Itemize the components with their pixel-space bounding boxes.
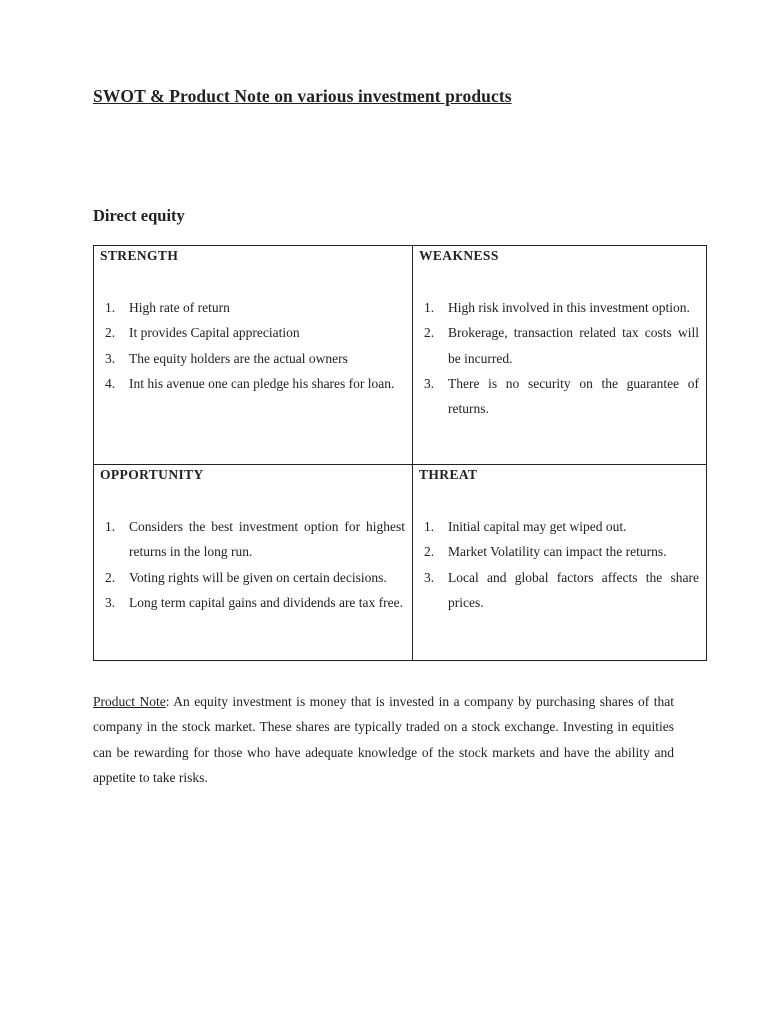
list-item <box>94 565 412 590</box>
list-number: 1. <box>105 300 116 315</box>
strength-cell <box>94 246 413 465</box>
strength-list <box>94 295 412 396</box>
list-number: 1. <box>105 519 116 534</box>
weakness-list <box>413 295 706 421</box>
list-number: 3. <box>424 569 435 585</box>
product-note-separator: : <box>165 694 174 709</box>
list-number: 1. <box>424 300 435 315</box>
list-number: 1. <box>424 519 435 534</box>
list-number: 2. <box>105 325 116 341</box>
list-number: 2. <box>424 325 435 341</box>
list-number: 2. <box>424 544 435 560</box>
list-item <box>94 320 412 345</box>
list-text: Long term capital gains and dividends are tax free. <box>129 594 404 610</box>
opportunity-cell <box>94 465 413 661</box>
product-note <box>93 689 674 790</box>
weakness-cell <box>413 246 707 465</box>
list-item <box>94 371 412 396</box>
threat-heading: THREAT <box>419 467 478 482</box>
list-text: Brokerage, transaction related tax costs will be incurred. <box>448 325 699 366</box>
list-number: 3. <box>105 594 116 610</box>
list-number: 4. <box>105 375 116 391</box>
opportunity-heading: OPPORTUNITY <box>100 467 204 482</box>
product-note-text: An equity investment is money that is invested in a company by purchasing shares of that company in the stock market. These shares are typically traded on a stock exchange. Investing in equities can be rewarding for those who have adequate knowledge of the stock markets and have the ability and appetite to take risks. <box>93 694 674 785</box>
list-text: Market Volatility can impact the returns. <box>448 544 667 560</box>
list-number: 3. <box>105 350 116 366</box>
list-text: There is no security on the guarantee of returns. <box>448 375 699 417</box>
list-text: High rate of return <box>129 300 230 315</box>
list-item <box>413 514 706 539</box>
strength-heading: STRENGTH <box>100 248 179 263</box>
section-heading: Direct equity <box>93 206 185 225</box>
list-text: High risk involved in this investment option. <box>448 300 690 315</box>
opportunity-list <box>94 514 412 615</box>
list-item <box>94 346 412 371</box>
product-note-label: Product Note <box>93 694 166 709</box>
list-item <box>413 565 706 616</box>
list-number: 2. <box>105 569 116 585</box>
threat-cell <box>413 465 707 661</box>
list-text: Int his avenue one can pledge his shares for loan. <box>129 375 395 391</box>
list-text: It provides Capital appreciation <box>129 325 300 341</box>
list-item <box>94 295 412 320</box>
list-item <box>94 590 412 615</box>
list-text: Voting rights will be given on certain decisions. <box>129 569 387 585</box>
list-item <box>413 539 706 564</box>
swot-row <box>94 465 707 661</box>
list-text: Local and global factors affects the share prices. <box>448 569 699 610</box>
weakness-heading: WEAKNESS <box>419 248 499 263</box>
list-item <box>413 295 706 320</box>
list-item <box>94 514 412 565</box>
threat-list <box>413 514 706 615</box>
swot-row <box>94 246 707 465</box>
list-text: Considers the best investment option for highest returns in the long run. <box>129 519 405 560</box>
list-item <box>413 320 706 371</box>
list-number: 3. <box>424 375 435 391</box>
list-item <box>413 371 706 422</box>
list-text: The equity holders are the actual owners <box>129 350 348 366</box>
swot-table <box>93 245 707 661</box>
document-title: SWOT & Product Note on various investment products <box>93 86 512 106</box>
list-text: Initial capital may get wiped out. <box>448 519 627 534</box>
